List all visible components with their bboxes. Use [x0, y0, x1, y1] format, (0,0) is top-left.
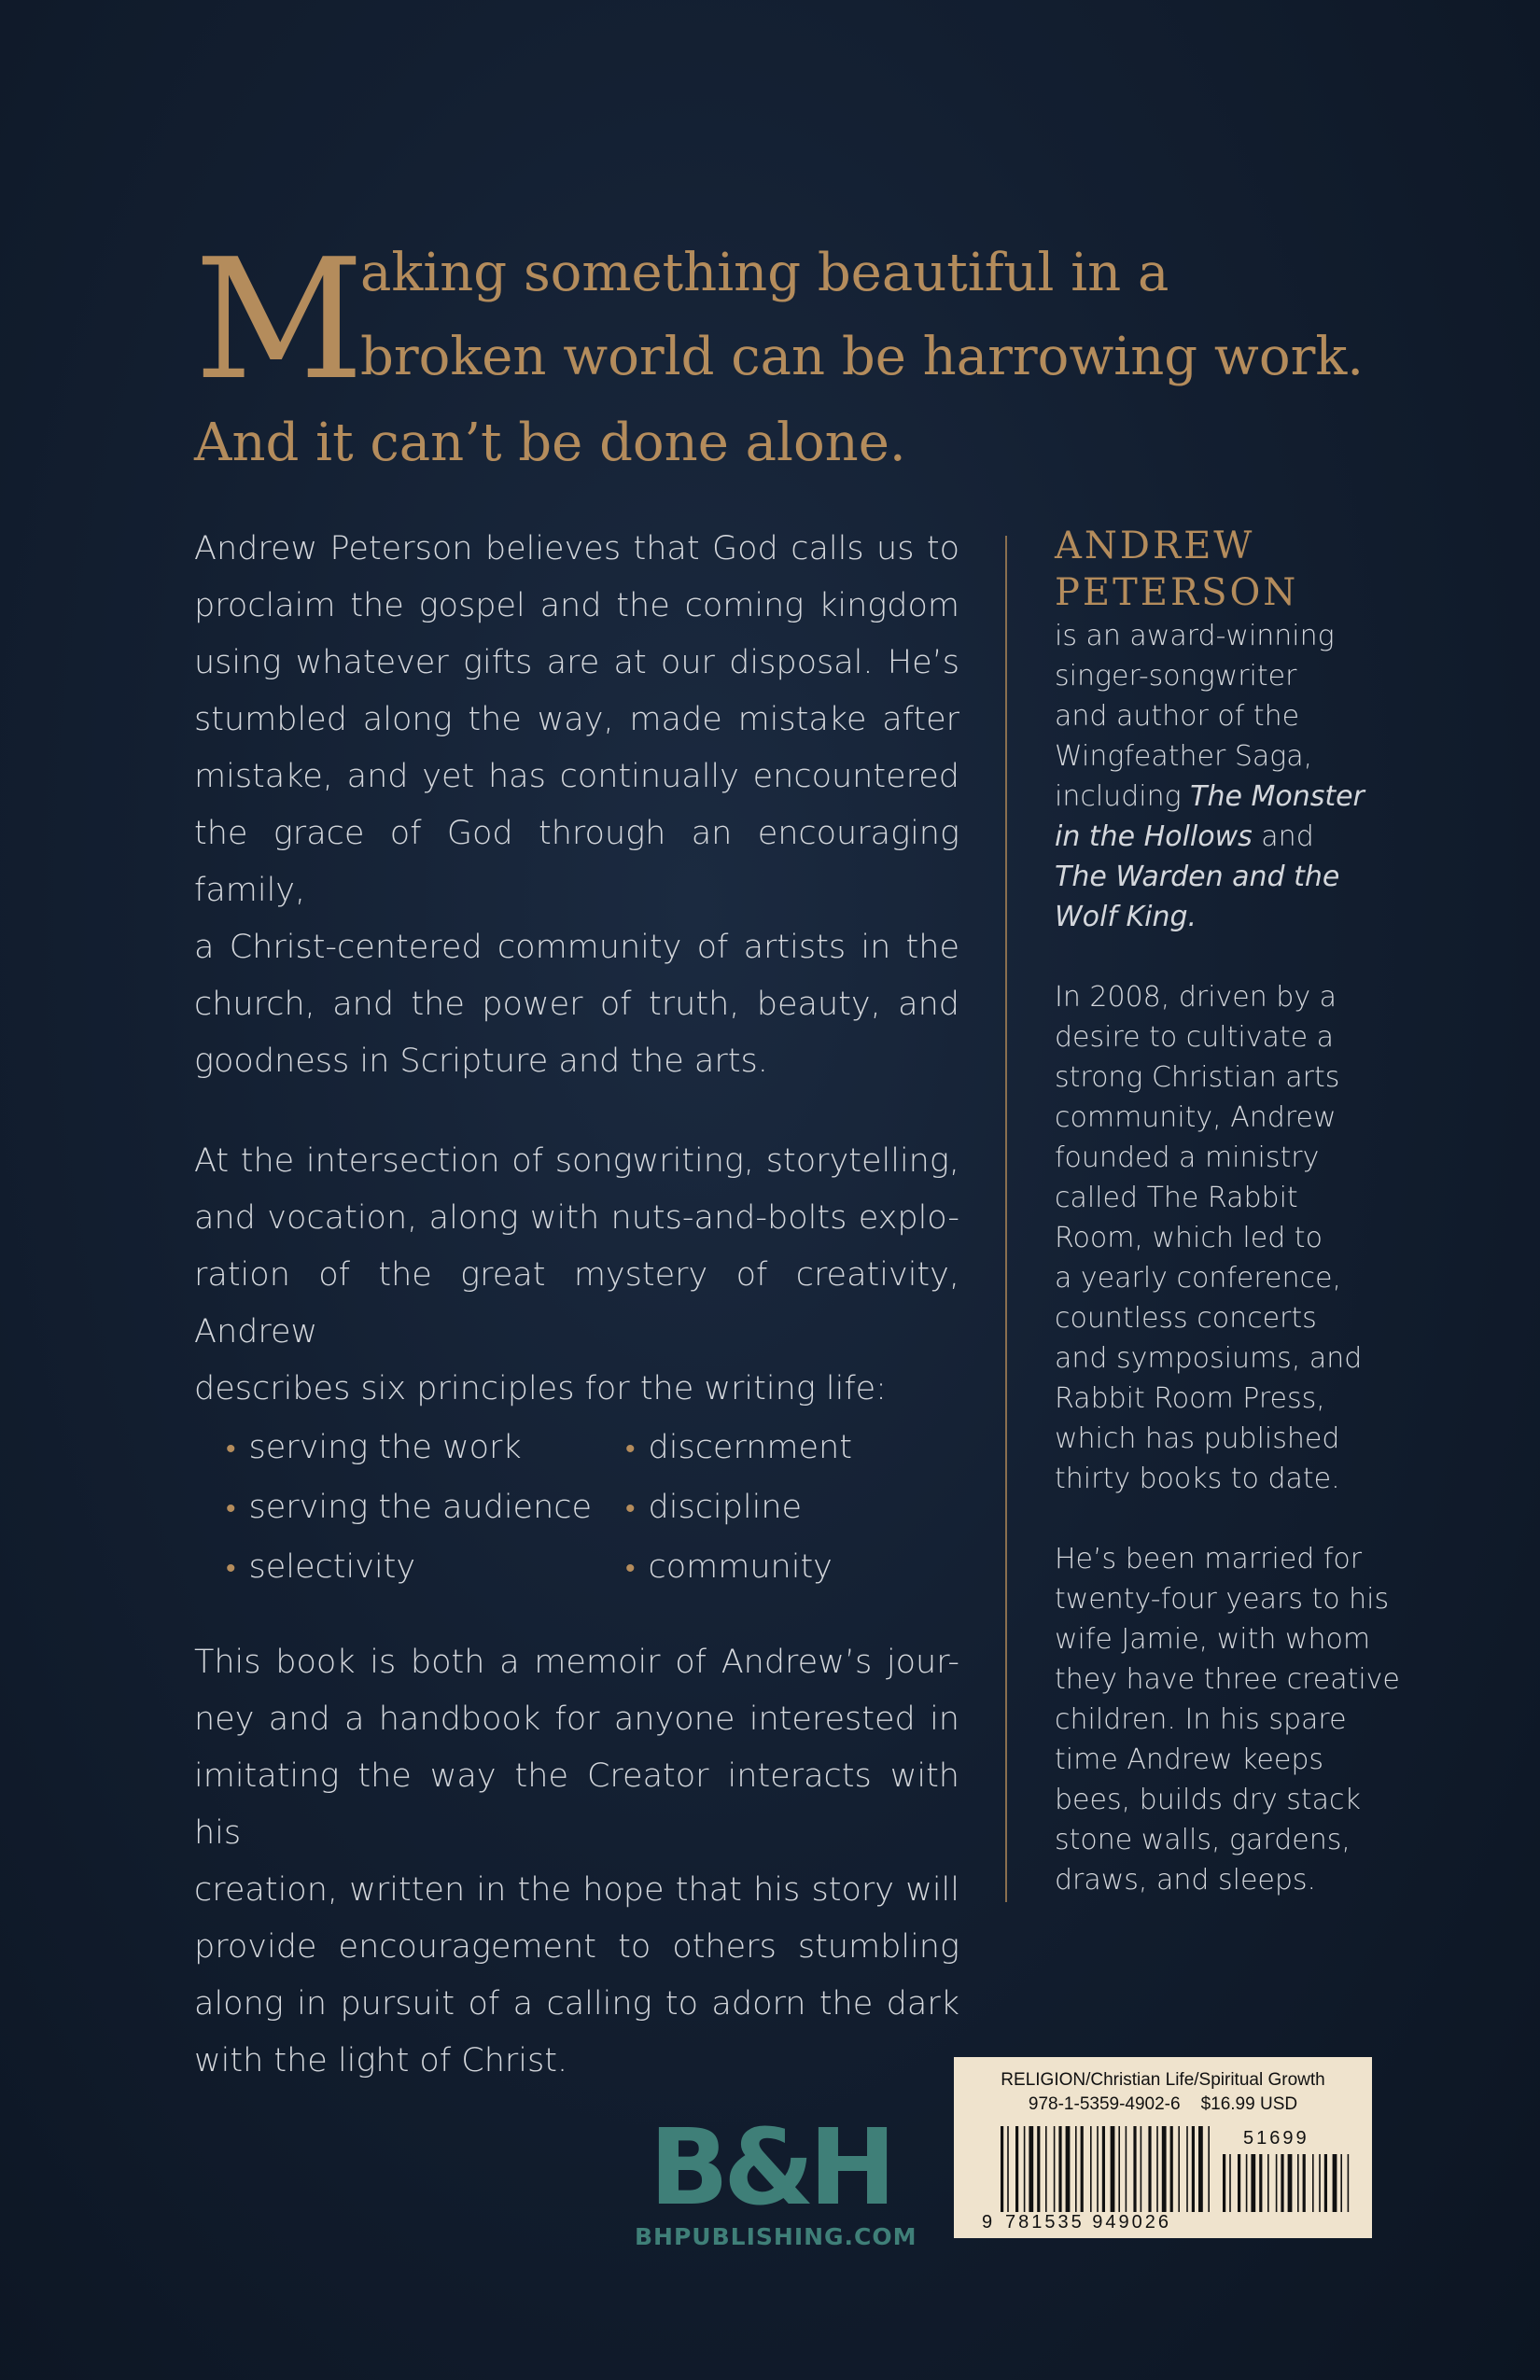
- barcode-bar: [1102, 2126, 1105, 2212]
- barcode-bar: [1276, 2154, 1278, 2212]
- headline-line-1: aking something beautiful in a: [360, 243, 1169, 303]
- barcode-bar: [1170, 2126, 1173, 2212]
- description-paragraph-3: [194, 1634, 959, 2090]
- book-title: The Warden and the: [1055, 861, 1340, 893]
- barcode-bar: [1066, 2126, 1071, 2212]
- barcode-icon: [1001, 2126, 1215, 2212]
- barcode-box: [954, 2057, 1372, 2238]
- barcode-bar: [1229, 2154, 1231, 2212]
- barcode-bar: [1097, 2126, 1099, 2212]
- text-line: mistake, and yet has continually encountered: [194, 758, 959, 795]
- principle-item: • selectivity: [226, 1548, 416, 1586]
- barcode-bar: [1133, 2126, 1136, 2212]
- barcode-bar: [1148, 2126, 1151, 2212]
- principle-item: • serving the work: [226, 1429, 522, 1466]
- barcode-bar: [1259, 2154, 1262, 2212]
- barcode-bar: [1198, 2126, 1203, 2212]
- barcode-bar: [1251, 2154, 1255, 2212]
- text-line: imitating the way the Creator interacts with his: [194, 1757, 959, 1852]
- barcode-addon-icon: [1223, 2154, 1353, 2212]
- text-line: This book is both a memoir of Andrew’s jour-: [194, 1644, 959, 1681]
- text-line: and vocation, along with nuts-and-bolts explo-: [194, 1199, 959, 1237]
- price: $16.99 USD: [1200, 2094, 1298, 2114]
- text-line: provide encouragement to others stumbling: [194, 1928, 959, 1966]
- bullet-icon: •: [226, 1552, 236, 1585]
- barcode-bar: [1058, 2126, 1061, 2212]
- barcode-first-digit: 9: [982, 2212, 996, 2233]
- barcode-bar: [1029, 2126, 1033, 2212]
- barcode-bar: [1208, 2126, 1210, 2212]
- text-line: stumbled along the way, made mistake after: [194, 701, 959, 738]
- barcode-bar: [1001, 2126, 1003, 2212]
- isbn: 978-1-5359-4902-6: [1028, 2094, 1181, 2114]
- author-bio-paragraph-3: He’s been married for twenty-four years to his wife Jamie, with whom they have three creative children. In his spare time Andrew keeps bees, builds dry stack stone walls, gardens, draws, and sleeps.: [1055, 1543, 1400, 1897]
- barcode-bar: [1126, 2126, 1127, 2212]
- book-title: The Monster: [1190, 780, 1365, 813]
- text-line: describes six principles for the writing life:: [194, 1370, 887, 1407]
- author-name: ANDREW PETERSON: [1055, 525, 1299, 614]
- barcode-bar: [1267, 2154, 1269, 2212]
- description-column: [194, 521, 959, 2133]
- text-line: ration of the great mystery of creativity, Andrew: [194, 1256, 959, 1351]
- text-line: goodness in Scripture and the arts.: [194, 1043, 768, 1080]
- description-paragraph-2: [194, 1133, 959, 1418]
- text-line: a Christ-centered community of artists in the: [194, 929, 959, 966]
- headline-dropcap: M: [194, 223, 365, 416]
- headline-line-2: broken world can be harrowing work.: [360, 327, 1365, 387]
- text-line: ney and a handbook for anyone interested in: [194, 1701, 959, 1738]
- text-line: proclaim the gospel and the coming kingdom: [194, 587, 959, 624]
- publisher-url: BHPUBLISHING.COM: [635, 2223, 917, 2250]
- barcode-bar: [1162, 2126, 1167, 2212]
- barcode-digits: 781535 949026: [1005, 2212, 1172, 2233]
- principle-item: • discipline: [625, 1489, 803, 1526]
- barcode-bar: [1348, 2154, 1350, 2212]
- barcode-bar: [1192, 2126, 1195, 2212]
- text-line: with the light of Christ.: [194, 2042, 568, 2079]
- barcode-bar: [1118, 2126, 1120, 2212]
- barcode-bar: [1081, 2126, 1084, 2212]
- barcode-bar: [1075, 2126, 1077, 2212]
- text-line: using whatever gifts are at our disposal. He’s: [194, 644, 959, 681]
- barcode-bar: [1324, 2154, 1327, 2212]
- barcode-bar: [1246, 2154, 1248, 2212]
- author-bio-column: [1055, 523, 1400, 1940]
- bisac-category: RELIGION/Christian Life/Spiritual Growth: [1001, 2070, 1325, 2090]
- isbn-price: [954, 2094, 1372, 2115]
- text-line: along in pursuit of a calling to adorn the dark: [194, 1985, 959, 2023]
- column-divider: [1005, 536, 1007, 1902]
- text-line: creation, written in the hope that his story will: [194, 1871, 959, 1909]
- barcode-bar: [1238, 2154, 1240, 2212]
- headline-line-3: And it can’t be done alone.: [194, 413, 906, 473]
- barcode-bar: [1178, 2126, 1180, 2212]
- barcode-bar: [1024, 2126, 1026, 2212]
- barcode-bar: [1037, 2126, 1040, 2212]
- bullet-icon: •: [625, 1552, 636, 1585]
- barcode-bar: [1045, 2126, 1047, 2212]
- bullet-icon: •: [226, 1492, 236, 1525]
- text-line: the grace of God through an encouraging family,: [194, 815, 959, 909]
- barcode-bar: [1111, 2126, 1115, 2212]
- barcode-bar: [1333, 2154, 1337, 2212]
- book-title: in the Hollows: [1055, 820, 1253, 853]
- text-line: church, and the power of truth, beauty, and: [194, 986, 959, 1023]
- principle-item: • discernment: [625, 1429, 852, 1466]
- barcode-bar: [1281, 2154, 1283, 2212]
- barcode-bar: [1312, 2154, 1314, 2212]
- barcode-bar: [1141, 2126, 1142, 2212]
- barcode-bar: [1303, 2154, 1306, 2212]
- text-line: Andrew Peterson believes that God calls us to: [194, 530, 959, 567]
- barcode-bar: [1340, 2154, 1342, 2212]
- text-line: At the intersection of songwriting, storytelling,: [194, 1142, 959, 1180]
- barcode-addon-digits: 51699: [1243, 2128, 1309, 2149]
- description-paragraph-1: [194, 521, 959, 1090]
- publisher-logo: [635, 2107, 917, 2250]
- principle-item: • community: [625, 1548, 833, 1586]
- barcode-bar: [1223, 2154, 1225, 2212]
- barcode-bar: [1090, 2126, 1092, 2212]
- barcode-bar: [1156, 2126, 1158, 2212]
- author-bio-paragraph-1: is an award-winning singer-songwriter and author of the Wingfeather Saga, including The Monster in the Hollows and The Warden and the Wolf King.: [1055, 620, 1365, 933]
- book-title: Wolf King.: [1055, 901, 1197, 933]
- barcode-bar: [1007, 2126, 1009, 2212]
- barcode-bar: [1186, 2126, 1188, 2212]
- principle-item: • serving the audience: [226, 1489, 593, 1526]
- bullet-icon: •: [226, 1433, 236, 1465]
- bullet-icon: •: [625, 1492, 636, 1525]
- barcode-bar: [1297, 2154, 1299, 2212]
- author-bio-paragraph-2: In 2008, driven by a desire to cultivate a strong Christian arts community, Andrew founded a ministry called The Rabbit Room, which led to a yearly conference, countless concerts and symposiums, and Rabbit Room Press, which has published thirty books to date.: [1055, 981, 1363, 1495]
- barcode-bar: [1015, 2126, 1018, 2212]
- barcode-bar: [1288, 2154, 1293, 2212]
- barcode-bar: [1319, 2154, 1321, 2212]
- barcode-bar: [1054, 2126, 1056, 2212]
- bh-logo-icon: B&H: [649, 2107, 891, 2229]
- principles-list: [226, 1420, 959, 1597]
- bullet-icon: •: [625, 1433, 636, 1465]
